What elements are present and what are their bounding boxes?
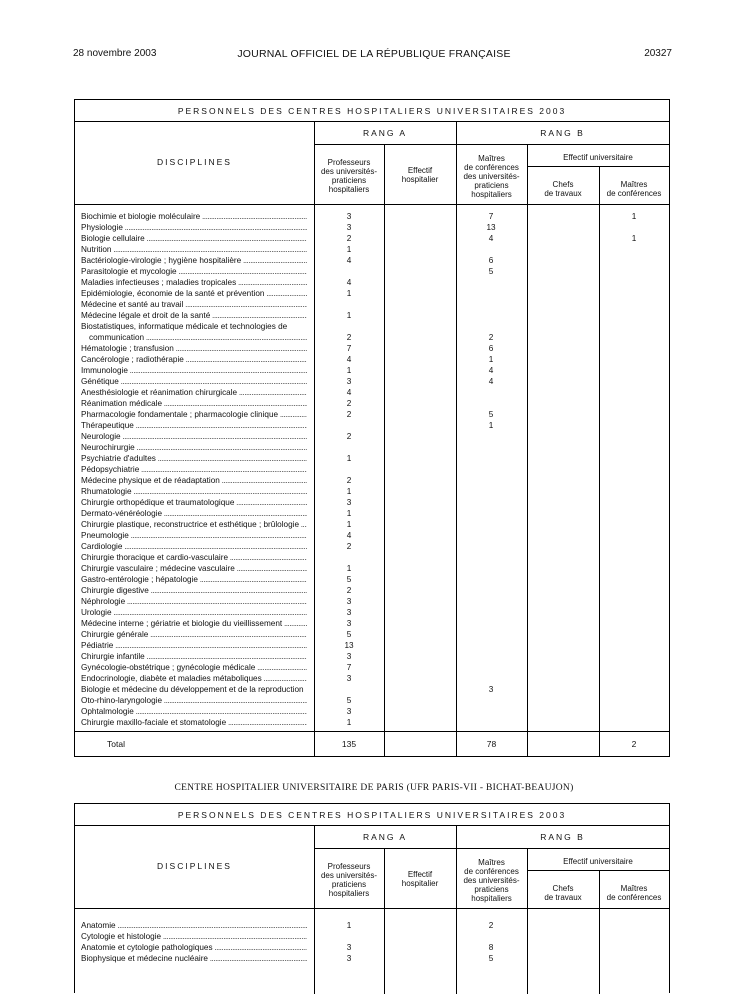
discipline-name: Biologie et médecine du développement et de la reproduction	[81, 685, 304, 694]
professeurs-value: 2	[346, 410, 352, 419]
professeurs-value: 3	[346, 597, 352, 606]
professeurs-value: 1	[346, 520, 352, 529]
maitres-conf-puph-header: Maîtres de conférences des universités- praticiens hospitaliers	[463, 858, 520, 903]
table-row	[75, 464, 669, 475]
table-row	[75, 244, 669, 255]
discipline-name: Médecine interne ; gériatrie et biologie du vieillissement .....	[81, 618, 307, 629]
disciplines-header: DISCIPLINES	[157, 861, 232, 871]
table-row	[75, 931, 669, 942]
table-row	[75, 953, 669, 964]
discipline-name: Cancérologie ; radiothérapie .....	[81, 354, 307, 365]
table-row	[75, 585, 669, 596]
professeurs-value: 1	[346, 921, 352, 930]
professeurs-value: 2	[346, 476, 352, 485]
professeurs-value: 2	[346, 586, 352, 595]
professeurs-value: 3	[346, 674, 352, 683]
table-row	[75, 442, 669, 453]
discipline-name: Biostatistiques, informatique médicale et technologies de	[81, 322, 288, 331]
discipline-name: Oto-rhino-laryngologie .....	[81, 695, 307, 706]
maitres-puph-value: 1	[488, 421, 494, 430]
table-row	[75, 255, 669, 266]
maitres-puph-value: 4	[488, 234, 494, 243]
maitres-puph-value: 8	[488, 943, 494, 952]
rang-a-header: RANG A	[362, 128, 408, 138]
professeurs-value: 4	[346, 531, 352, 540]
discipline-name: Pédiatrie .....	[81, 640, 307, 651]
effectif-hospitalier-header: Effectif hospitalier	[401, 166, 439, 184]
professeurs-value: 3	[346, 954, 352, 963]
table-row	[75, 343, 669, 354]
table-row	[75, 299, 669, 310]
table-row	[75, 376, 669, 387]
header-page-number: 20327	[644, 48, 672, 59]
discipline-name: Chirurgie plastique, reconstructrice et esthétique ; brûlologie .....	[81, 519, 307, 530]
maitres-conferences-value: 1	[631, 212, 637, 221]
maitres-conferences-header: Maîtres de conférences	[606, 180, 662, 198]
discipline-name: Médecine légale et droit de la santé .....	[81, 310, 307, 321]
discipline-name: Anesthésiologie et réanimation chirurgicale .....	[81, 387, 307, 398]
table-row	[75, 530, 669, 541]
discipline-name: Chirurgie infantile .....	[81, 651, 307, 662]
discipline-name: Immunologie .....	[81, 365, 307, 376]
maitres-conf-puph-header: Maîtres de conférences des universités- praticiens hospitaliers	[463, 154, 520, 199]
discipline-name: Urologie .....	[81, 607, 307, 618]
discipline-name: Physiologie .....	[81, 222, 307, 233]
effectif-universitaire-header: Effectif universitaire	[563, 153, 633, 162]
professeurs-value: 3	[346, 212, 352, 221]
staff-table-2	[74, 803, 670, 993]
discipline-name: Parasitologie et mycologie .....	[81, 266, 307, 277]
discipline-name: Dermato-vénéréologie .....	[81, 508, 307, 519]
maitres-puph-value: 13	[486, 223, 496, 232]
maitres-puph-value: 5	[488, 267, 494, 276]
chefs-travaux-header: Chefs de travaux	[544, 884, 582, 902]
table-row	[75, 640, 669, 651]
discipline-name: Gastro-entérologie ; hépatologie .....	[81, 574, 307, 585]
discipline-name: Biophysique et médecine nucléaire .....	[81, 953, 307, 964]
table-row	[75, 684, 669, 695]
maitres-puph-value: 5	[488, 954, 494, 963]
table-row	[75, 596, 669, 607]
maitres-puph-value: 6	[488, 256, 494, 265]
maitres-puph-value: 3	[488, 685, 494, 694]
discipline-name: Médecine physique et de réadaptation .....	[81, 475, 307, 486]
discipline-name: Chirurgie vasculaire ; médecine vasculaire .....	[81, 563, 307, 574]
professeurs-value: 2	[346, 234, 352, 243]
professeurs-value: 1	[346, 509, 352, 518]
discipline-name: Pneumologie .....	[81, 530, 307, 541]
professeurs-value: 3	[346, 377, 352, 386]
professeurs-value: 1	[346, 245, 352, 254]
table-row	[75, 563, 669, 574]
table-row	[75, 574, 669, 585]
table-row	[75, 387, 669, 398]
professeurs-value: 1	[346, 289, 352, 298]
professeurs-value: 13	[344, 641, 354, 650]
discipline-name: Ophtalmologie .....	[81, 706, 307, 717]
discipline-name: Génétique .....	[81, 376, 307, 387]
discipline-name: Chirurgie maxillo-faciale et stomatologie .....	[81, 717, 307, 728]
header-date: 28 novembre 2003	[73, 48, 157, 59]
discipline-name: Hématologie ; transfusion .....	[81, 343, 307, 354]
professeurs-value: 3	[346, 498, 352, 507]
discipline-name: Thérapeutique .....	[81, 420, 307, 431]
table-title: PERSONNELS DES CENTRES HOSPITALIERS UNIVERSITAIRES 2003	[177, 810, 567, 820]
table-row	[75, 629, 669, 640]
maitres-puph-value: 4	[488, 377, 494, 386]
rang-b-header: RANG B	[540, 832, 585, 842]
table-row	[75, 942, 669, 953]
discipline-name: communication .....	[89, 332, 307, 343]
maitres-puph-value: 4	[488, 366, 494, 375]
discipline-name: Chirurgie générale .....	[81, 629, 307, 640]
professeurs-value: 5	[346, 696, 352, 705]
total-maitres-puph: 78	[486, 739, 497, 749]
maitres-puph-value: 5	[488, 410, 494, 419]
discipline-name: Nutrition .....	[81, 244, 307, 255]
table-row	[75, 519, 669, 530]
professeurs-header: Professeurs des universités- praticiens hospitaliers	[320, 158, 378, 194]
discipline-name: Anatomie .....	[81, 920, 307, 931]
professeurs-value: 4	[346, 355, 352, 364]
discipline-name: Rhumatologie .....	[81, 486, 307, 497]
table-row	[75, 673, 669, 684]
maitres-puph-value: 7	[488, 212, 494, 221]
table-row	[75, 277, 669, 288]
professeurs-value: 3	[346, 652, 352, 661]
effectif-universitaire-header: Effectif universitaire	[563, 857, 633, 866]
discipline-name: Maladies infectieuses ; maladies tropicales .....	[81, 277, 307, 288]
professeurs-value: 2	[346, 333, 352, 342]
table-row	[75, 211, 669, 222]
maitres-puph-value: 2	[488, 921, 494, 930]
chefs-travaux-header: Chefs de travaux	[544, 180, 582, 198]
professeurs-value: 4	[346, 256, 352, 265]
table-row	[75, 497, 669, 508]
professeurs-value: 4	[346, 278, 352, 287]
maitres-conferences-header: Maîtres de conférences	[606, 884, 662, 902]
table-row	[75, 486, 669, 497]
professeurs-value: 7	[346, 663, 352, 672]
table-title: PERSONNELS DES CENTRES HOSPITALIERS UNIVERSITAIRES 2003	[177, 106, 567, 116]
table-row	[75, 233, 669, 244]
professeurs-value: 3	[346, 608, 352, 617]
total-label: Total	[107, 739, 125, 749]
professeurs-value: 2	[346, 542, 352, 551]
discipline-name: Cytologie et histologie .....	[81, 931, 307, 942]
table-row	[75, 717, 669, 728]
discipline-name: Chirurgie orthopédique et traumatologique .....	[81, 497, 307, 508]
table-row	[75, 552, 669, 563]
rang-a-header: RANG A	[362, 832, 408, 842]
table-row	[75, 508, 669, 519]
table-row	[75, 420, 669, 431]
table-row	[75, 662, 669, 673]
discipline-name: Anatomie et cytologie pathologiques .....	[81, 942, 307, 953]
professeurs-value: 4	[346, 388, 352, 397]
discipline-name: Pédopsychiatrie .....	[81, 464, 307, 475]
discipline-name: Pharmacologie fondamentale ; pharmacologie clinique .....	[81, 409, 307, 420]
maitres-conferences-value: 1	[631, 234, 637, 243]
table-row	[75, 409, 669, 420]
professeurs-value: 1	[346, 564, 352, 573]
discipline-name: Médecine et santé au travail .....	[81, 299, 307, 310]
total-maitres-conferences: 2	[631, 739, 637, 749]
table-row	[75, 288, 669, 299]
professeurs-header: Professeurs des universités- praticiens hospitaliers	[320, 862, 378, 898]
discipline-name: Psychiatrie d'adultes .....	[81, 453, 307, 464]
rang-b-header: RANG B	[540, 128, 585, 138]
table-row	[75, 541, 669, 552]
discipline-name: Neurochirurgie .....	[81, 442, 307, 453]
professeurs-value: 1	[346, 487, 352, 496]
professeurs-value: 2	[346, 399, 352, 408]
maitres-puph-value: 2	[488, 333, 494, 342]
table-row	[75, 365, 669, 376]
professeurs-value: 3	[346, 707, 352, 716]
table-row	[75, 354, 669, 365]
table-row	[75, 398, 669, 409]
professeurs-value: 1	[346, 454, 352, 463]
table-row	[75, 266, 669, 277]
table-row	[75, 706, 669, 717]
discipline-name: Réanimation médicale .....	[81, 398, 307, 409]
discipline-name: Biochimie et biologie moléculaire .....	[81, 211, 307, 222]
table-row	[75, 222, 669, 233]
table-row	[75, 920, 669, 931]
professeurs-value: 3	[346, 223, 352, 232]
discipline-name: Cardiologie .....	[81, 541, 307, 552]
professeurs-value: 1	[346, 311, 352, 320]
table-row	[75, 695, 669, 706]
table-row	[75, 310, 669, 321]
discipline-name: Biologie cellulaire .....	[81, 233, 307, 244]
total-professeurs: 135	[341, 739, 357, 749]
disciplines-header: DISCIPLINES	[157, 157, 232, 167]
header-journal-title: JOURNAL OFFICIEL DE LA RÉPUBLIQUE FRANÇAISE	[237, 48, 511, 60]
staff-table-1	[74, 99, 670, 757]
maitres-puph-value: 6	[488, 344, 494, 353]
professeurs-value: 5	[346, 630, 352, 639]
discipline-name: Chirurgie thoracique et cardio-vasculaire .....	[81, 552, 307, 563]
discipline-name: Epidémiologie, économie de la santé et prévention .....	[81, 288, 307, 299]
discipline-name: Neurologie .....	[81, 431, 307, 442]
discipline-name: Gynécologie-obstétrique ; gynécologie médicale .....	[81, 662, 307, 673]
professeurs-value: 3	[346, 619, 352, 628]
table-row	[75, 618, 669, 629]
discipline-name: Endocrinologie, diabète et maladies métaboliques .....	[81, 673, 307, 684]
discipline-name: Néphrologie .....	[81, 596, 307, 607]
professeurs-value: 1	[346, 718, 352, 727]
table-row	[75, 332, 669, 343]
professeurs-value: 7	[346, 344, 352, 353]
professeurs-value: 5	[346, 575, 352, 584]
table-row	[75, 607, 669, 618]
table-row	[75, 321, 669, 332]
maitres-puph-value: 1	[488, 355, 494, 364]
effectif-hospitalier-header: Effectif hospitalier	[401, 870, 439, 888]
table-row	[75, 475, 669, 486]
table-row	[75, 453, 669, 464]
professeurs-value: 2	[346, 432, 352, 441]
table-row	[75, 651, 669, 662]
table-row	[75, 431, 669, 442]
section-title: CENTRE HOSPITALIER UNIVERSITAIRE DE PARIS (UFR PARIS-VII - BICHAT-BEAUJON)	[174, 783, 574, 793]
professeurs-value: 1	[346, 366, 352, 375]
discipline-name: Bactériologie-virologie ; hygiène hospitalière .....	[81, 255, 307, 266]
discipline-name: Chirurgie digestive .....	[81, 585, 307, 596]
professeurs-value: 3	[346, 943, 352, 952]
